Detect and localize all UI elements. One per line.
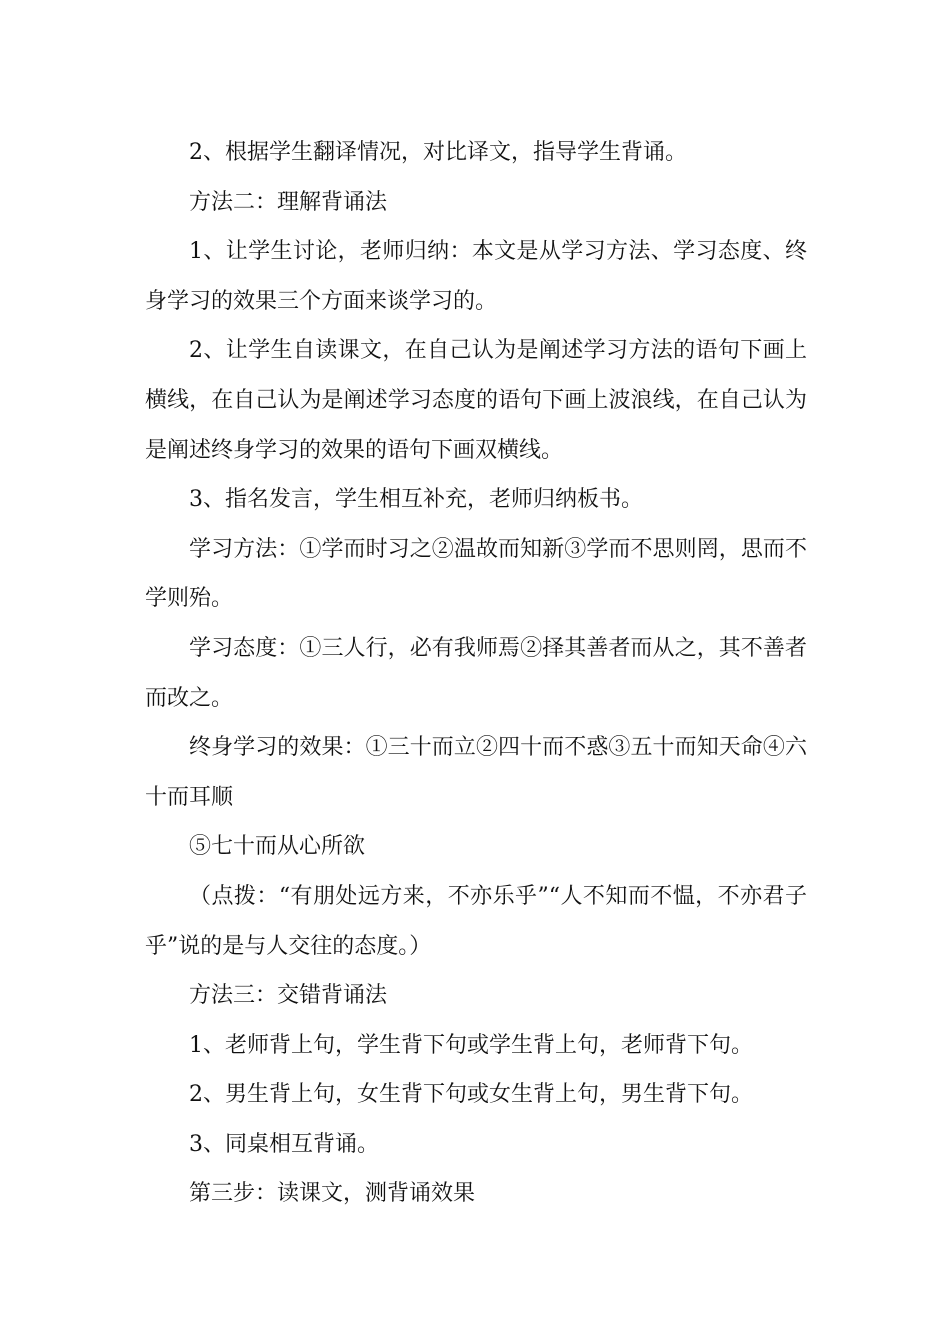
- paragraph-study-attitude: 学习态度：①三人行，必有我师焉②择其善者而从之，其不善者而改之。: [145, 635, 807, 711]
- paragraph-discussion: 1、让学生讨论，老师归纳：本文是从学习方法、学习态度、终身学习的效果三个方面来谈学习的。: [145, 239, 807, 314]
- paragraph-boys-girls: 2、男生背上句，女生背下句或女生背上句，男生背下句。: [189, 1082, 753, 1108]
- paragraph-recite-guide: 2、根据学生翻译情况，对比译文，指导学生背诵。: [189, 140, 687, 165]
- paragraph-speaking: 3、指名发言，学生相互补充，老师归纳板书。: [189, 487, 643, 513]
- paragraph-seventy: ⑤七十而从心所欲: [189, 834, 366, 860]
- document-body: [145, 128, 807, 1219]
- paragraph-hint: （点拨：“有朋处远方来，不亦乐乎”“人不知而不愠，不亦君子乎”说的是与人交往的态度。）: [145, 883, 807, 959]
- paragraph-self-reading: 2、让学生自读课文，在自己认为是阐述学习方法的语句下画上横线，在自己认为是阐述学习态度的语句下画上波浪线，在自己认为是阐述终身学习的效果的语句下画双横线。: [145, 338, 807, 463]
- paragraph-teacher-student: 1、老师背上句，学生背下句或学生背上句，老师背下句。: [189, 1032, 753, 1058]
- heading-method-two: 方法二：理解背诵法: [189, 189, 388, 215]
- paragraph-lifelong-effect: 终身学习的效果：①三十而立②四十而不惑③五十而知天命④六十而耳顺: [145, 735, 807, 810]
- paragraph-study-method: 学习方法：①学而时习之②温故而知新③学而不思则罔，思而不学则殆。: [145, 536, 807, 612]
- heading-step-three: 第三步：读课文，测背诵效果: [189, 1181, 476, 1207]
- paragraph-desk-mates: 3、同桌相互背诵。: [189, 1131, 379, 1157]
- heading-method-three: 方法三：交错背诵法: [189, 983, 388, 1009]
